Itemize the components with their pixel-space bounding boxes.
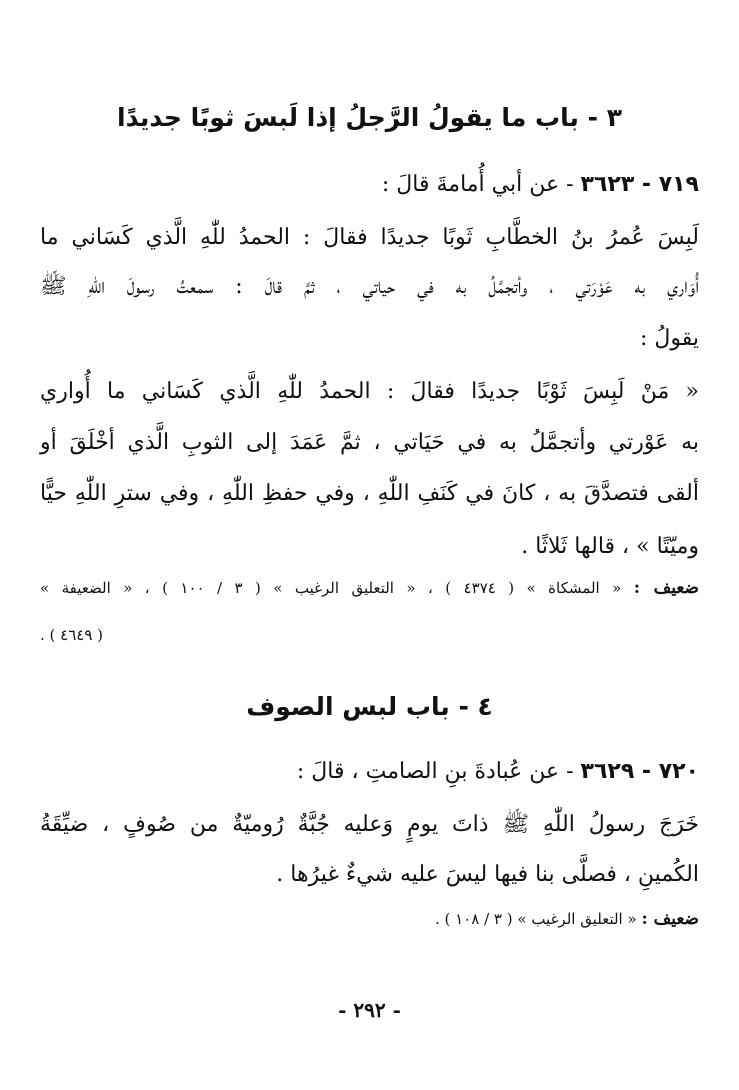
hadith-720-header: [40, 755, 699, 789]
grade-sources: « التعليق الرغيب » ( ٣ / ١٠٨ ) .: [435, 910, 637, 928]
grade-label: ضعيف :: [633, 578, 699, 598]
hadith-720-line-2: الكُمينِ ، فصلَّى بنا فيها ليسَ عليه شيءٌ غيرُها .: [276, 862, 699, 887]
hadith-719-line-3: يقولُ :: [639, 326, 699, 351]
hadith-719-line-5: به عَوْرتي وأتجمَّلُ به في حَيَاتي ، ثمَّ عَمَدَ إلى الثوبِ الَّذي أخْلَقَ أو: [40, 430, 699, 455]
grade-sources: « المشكاة » ( ٤٣٧٤ ) ، « التعليق الرغيب » ( ٣ / ١٠٠ ) ، « الضعيفة »: [40, 579, 622, 597]
hadith-720-grade: [40, 909, 699, 929]
hadith-719-line-1: لَبِسَ عُمرُ بنُ الخطَّابِ ثَوبًا جديدًا فقالَ : الحمدُ للّٰهِ الَّذي كَسَاني ما: [40, 225, 699, 250]
hadith-720-intro: - عن عُبادةَ بنِ الصامتِ ، قالَ :: [296, 759, 574, 784]
page-number: - ٢٩٢ -: [338, 998, 401, 1022]
hadith-719-line-2: أُوَاري به عَوْرَتي ، وأتجمَّلُ به في حياتي ، ثمَّ قالَ : سمعتُ رسولَ اللّٰهِ ﷺ: [40, 274, 699, 299]
hadith-720-line-1: خَرَجَ رسولُ اللّٰهِ ﷺ ذاتَ يومٍ وَعليه جُبَّةٌ رُوميّةٌ من صُوفٍ ، ضيِّقَةُ: [40, 812, 699, 837]
chapter-3-heading: ٣ - باب ما يقولُ الرَّجلُ إذا لَبسَ ثوبًا جديدًا: [117, 103, 622, 132]
hadith-719-grade: [40, 578, 699, 598]
hadith-719-intro: - عن أبي أُمامةَ قالَ :: [381, 172, 574, 197]
hadith-719-grade-cont: ( ٤٦٤٩ ) .: [40, 626, 104, 644]
grade-label: ضعيف :: [641, 909, 699, 929]
hadith-719-number: ٧١٩ - ٣٦٢٣: [580, 172, 699, 197]
hadith-719-line-6: ألقى فتصدَّقَ به ، كانَ في كَنَفِ اللّٰهِ ، وفي حفظِ اللّٰهِ ، وفي سترِ اللّٰهِ حيًّا: [40, 481, 699, 506]
chapter-4-heading: ٤ - باب لبس الصوف: [246, 692, 493, 721]
hadith-719-line-7: وميّتًا » ، قالها ثَلاثًا .: [521, 534, 699, 559]
hadith-719-line-4: « مَنْ لَبِسَ ثَوْبًا جديدًا فقالَ : الحمدُ للّٰهِ الَّذي كَسَاني ما أُواري: [40, 379, 699, 404]
hadith-720-number: ٧٢٠ - ٣٦٢٩: [580, 759, 699, 784]
hadith-719-header: [40, 168, 699, 202]
